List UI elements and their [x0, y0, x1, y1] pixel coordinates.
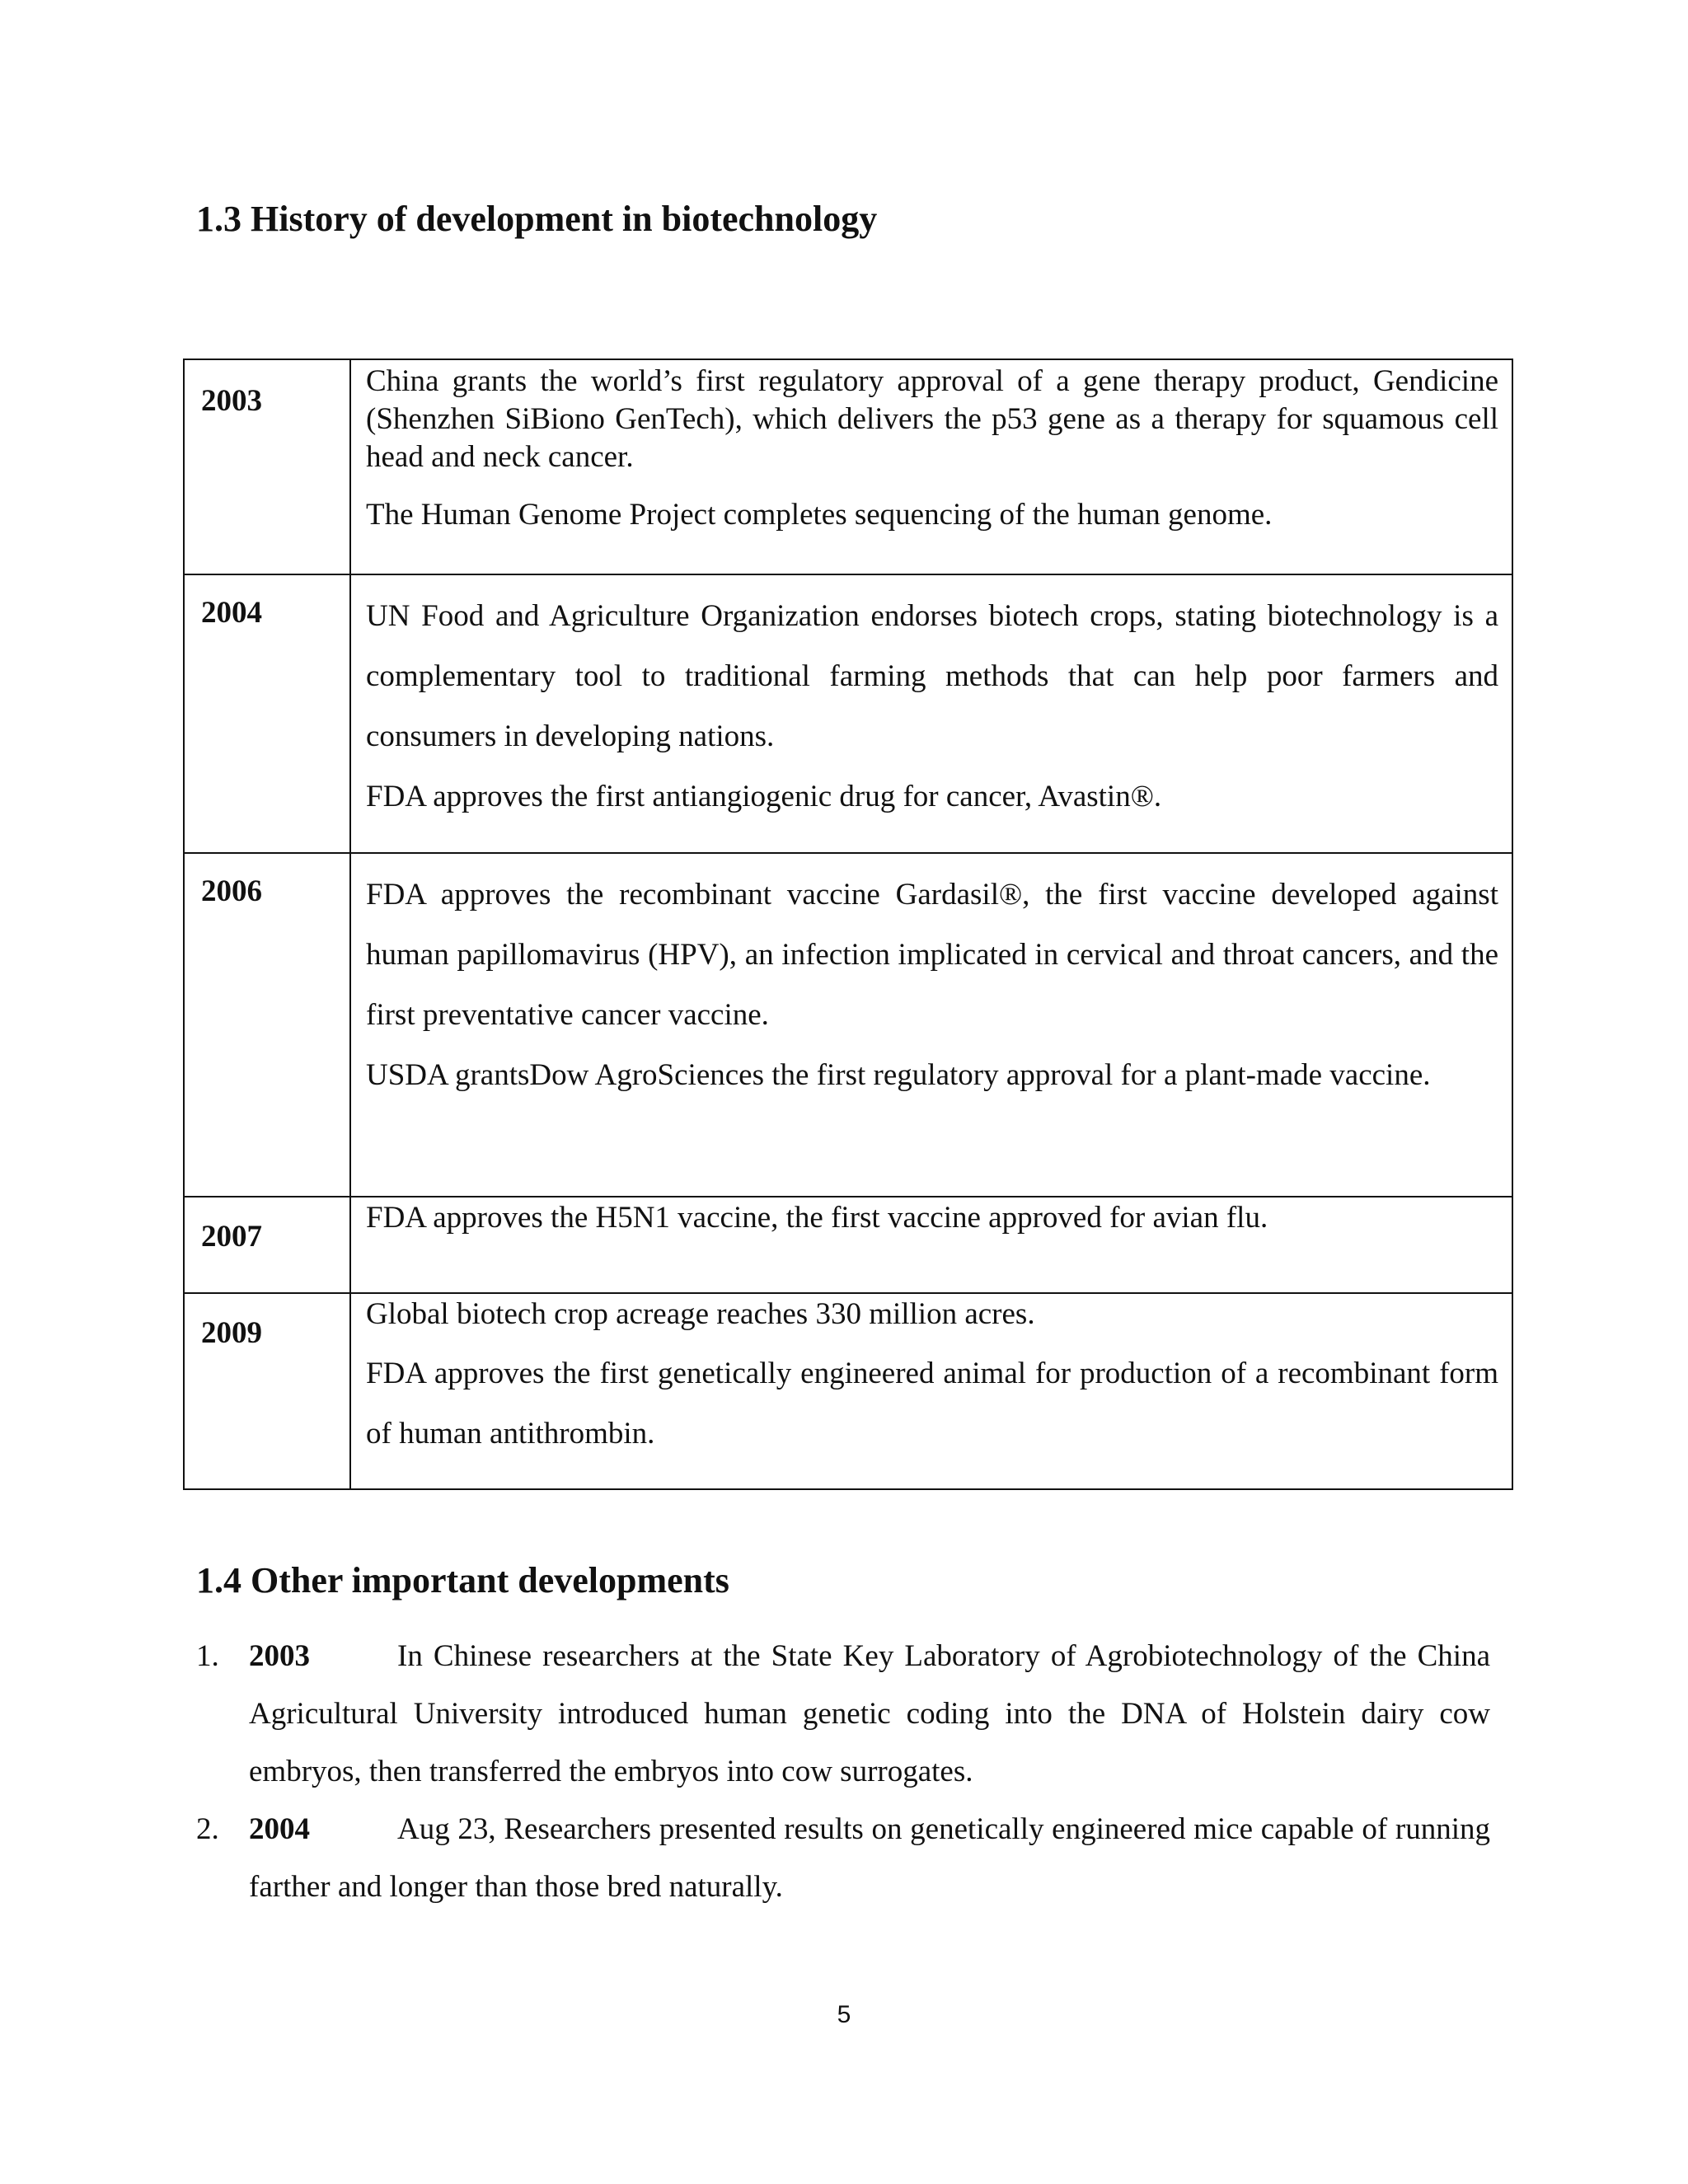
year-cell: 2009 [184, 1293, 350, 1489]
year-cell: 2006 [184, 853, 350, 1197]
event-text: UN Food and Agriculture Organization endorses biotech crops, stating biotechnology is a complementary tool to traditional farming methods that can help poor farmers and consumers in developing nations. [366, 599, 1498, 753]
list-item [196, 1628, 1490, 1801]
section-heading-other-developments: 1.4 Other important developments [196, 1560, 729, 1601]
page-number: 5 [837, 2001, 851, 2028]
section-heading-history: 1.3 History of development in biotechnology [196, 199, 878, 239]
events-cell [350, 1197, 1512, 1293]
event-text: FDA approves the recombinant vaccine Gardasil®, the first vaccine developed against human papillomavirus (HPV), an infection implicated in cervical and throat cancers, and the first preventative cancer vaccine. [366, 878, 1498, 1032]
year-cell: 2004 [184, 574, 350, 853]
event-text: China grants the world’s first regulatory approval of a gene therapy product, Gendicine (Shenzhen SiBiono GenTech), which delivers the p53 gene as a therapy for squamous cell head and neck cancer. [366, 364, 1498, 474]
list-year: 2003 [249, 1639, 310, 1673]
list-year: 2004 [249, 1812, 310, 1846]
list-number: 1. [196, 1639, 219, 1673]
table-row [184, 1197, 1512, 1293]
year-cell: 2007 [184, 1197, 350, 1293]
event-text: USDA grantsDow AgroSciences the first regulatory approval for a plant-made vaccine. [366, 1058, 1431, 1092]
event-text: FDA approves the first antiangiogenic drug for cancer, Avastin®. [366, 780, 1162, 813]
table-row [184, 359, 1512, 574]
events-cell [350, 853, 1512, 1197]
events-cell [350, 1293, 1512, 1489]
table-row [184, 1293, 1512, 1489]
list-item [196, 1801, 1490, 1916]
developments-list [196, 1628, 1490, 1916]
list-text: Aug 23, Researchers presented results on genetically engineered mice capable of running farther and longer than those bred naturally. [249, 1812, 1490, 1904]
history-table [183, 359, 1513, 1490]
event-text: FDA approves the H5N1 vaccine, the first vaccine approved for avian flu. [366, 1201, 1268, 1235]
events-cell [350, 359, 1512, 574]
event-text: FDA approves the first genetically engineered animal for production of a recombinant form of human antithrombin. [366, 1357, 1498, 1451]
event-text: The Human Genome Project completes sequencing of the human genome. [366, 498, 1273, 532]
table-row [184, 574, 1512, 853]
events-cell [350, 574, 1512, 853]
list-number: 2. [196, 1812, 219, 1846]
year-cell: 2003 [184, 359, 350, 574]
list-text: In Chinese researchers at the State Key Laboratory of Agrobiotechnology of the China Agricultural University introduced human genetic coding into the DNA of Holstein dairy cow embryos, then transferred the embryos into cow surrogates. [249, 1639, 1490, 1788]
event-text: Global biotech crop acreage reaches 330 million acres. [366, 1297, 1035, 1331]
table-row [184, 853, 1512, 1197]
